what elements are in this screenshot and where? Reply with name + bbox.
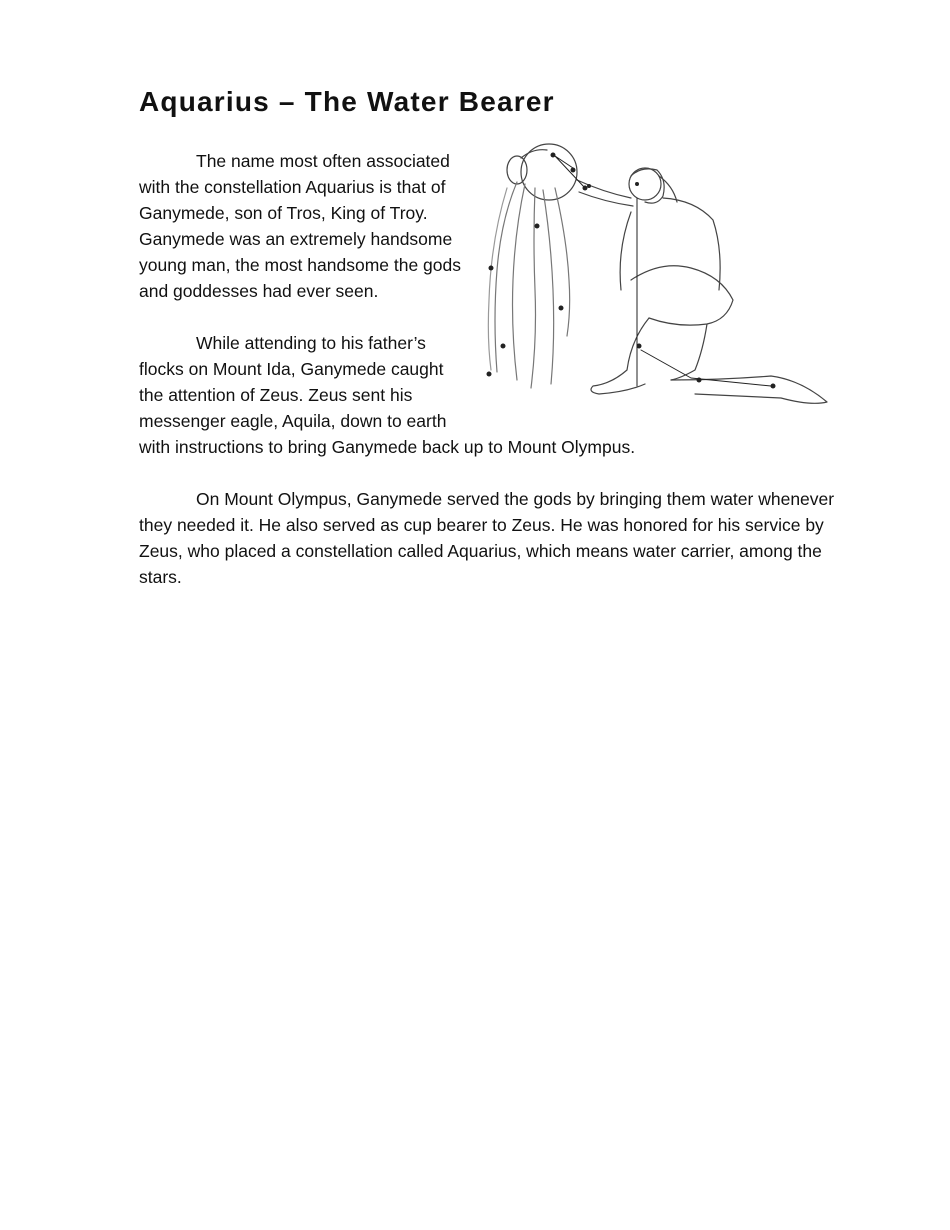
paragraph-3: On Mount Olympus, Ganymede served the gods by bringing them water whenever they needed it. He also served as cup bearer to Zeus. He was honored for his service by Zeus, who placed a constellation called Aquarius, which means water carrier, among the stars. xyxy=(139,489,835,587)
paragraph-2: While attending to his father’s flocks on Mount Ida, Ganymede caught the attention of Zeus. Zeus sent his messenger eagle, Aquila, down to earth with instructions to bring Ganymede back up to Mount Olympus. xyxy=(139,333,636,457)
paragraph-1: The name most often associated with the constellation Aquarius is that of Ganymede, son of Tros, King of Troy. Ganymede was an extremely handsome young man, the most handsome the gods and goddesses had ever seen. xyxy=(139,151,462,301)
page-title: Aquarius – The Water Bearer xyxy=(139,86,555,117)
aquarius-illustration xyxy=(481,140,843,408)
document-body xyxy=(139,148,839,616)
